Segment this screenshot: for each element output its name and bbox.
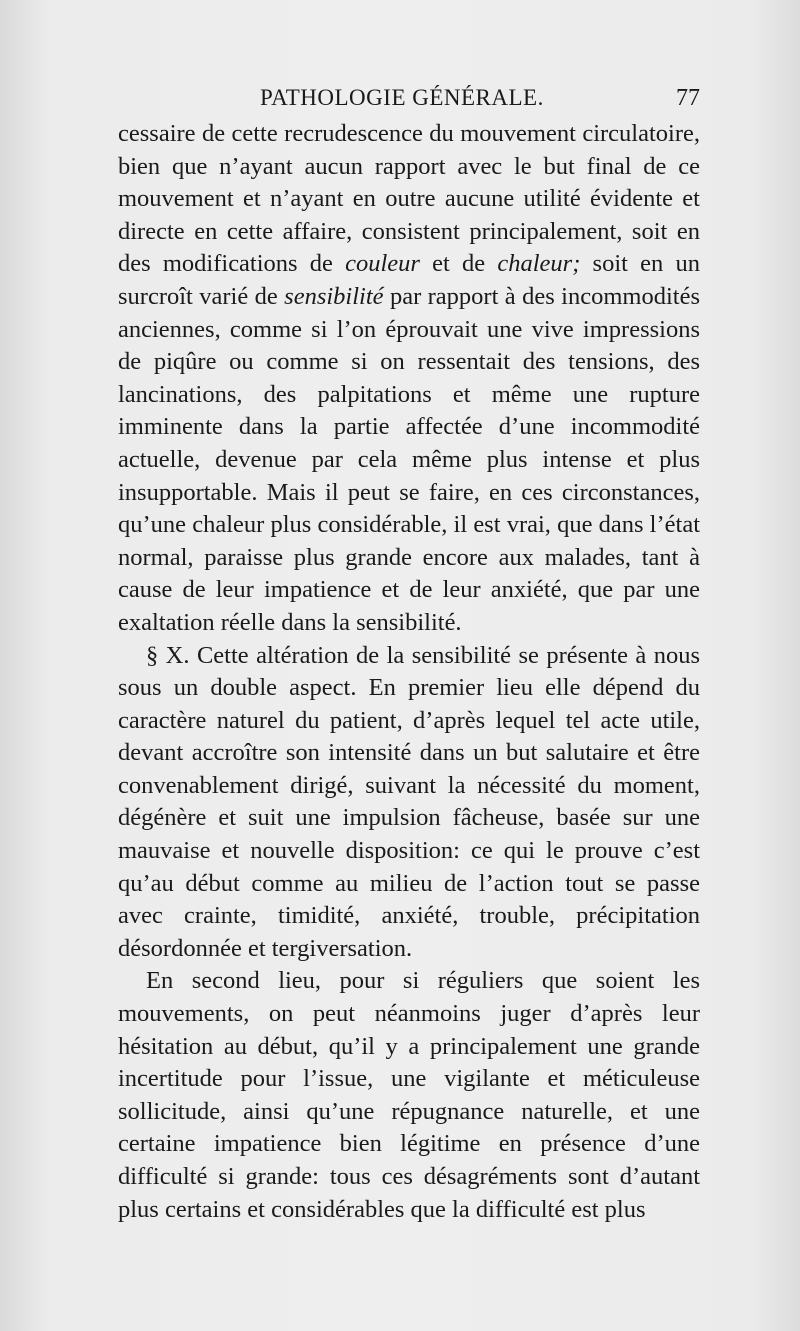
paragraph-1-text-b: et de [419,250,498,278]
paragraph-1-text-d: par rapport à des incommodités anciennes, comme si l’on éprouvait une vive impressions de piqûre ou comme si on ressentait des tensions, des lancinations, des palpitations et même une rupture imminente dans la partie affectée d’une incommodité actuelle, devenue par cela même plus intense et plus insupportable. Mais il peut se faire, en ces circonstances, qu’une chaleur plus considérable, il est vrai, que dans l’état normal, paraisse plus grande encore aux malades, tant à cause de leur impatience et de leur anxiété, que par une exaltation réelle dans la sensibilité. [118,282,700,636]
paragraph-2: § X. Cette altération de la sensibilité se présente à nous sous un double aspect. En premier lieu elle dépend du caractère naturel du patient, d’après lequel tel acte utile, devant accroître son intensité dans un but salutaire et être convenablement dirigé, suivant la nécessité du moment, dégénère et suit une impulsion fâcheuse, basée sur une mauvaise et nouvelle disposition: ce qui le prouve c’est qu’au début comme au milieu de l’action tout se passe avec crainte, timidité, anxiété, trouble, précipitation désordonnée et tergiversation. [118,641,700,962]
italic-chaleur: chaleur; [497,250,581,278]
italic-sensibilite: sensibilité [284,282,384,310]
page-header [118,80,700,116]
paragraph-1-text-c: soit en un surcroît varié de [118,250,700,310]
paragraph-1 [118,118,700,640]
page-number: 77 [676,85,700,111]
italic-couleur: couleur [345,250,420,278]
running-title: PATHOLOGIE GÉNÉRALE. [260,85,544,110]
body-text [118,118,700,1226]
paragraph-1-text-a: cessaire de cette recrudescence du mouvement circulatoire, bien que n’ayant aucun rapport avec le but final de ce mouvement et n’ayant en outre aucune utilité évidente et directe en cette affaire, consistent principalement, soit en des modifications de [118,120,700,278]
paragraph-3: En second lieu, pour si réguliers que soient les mouvements, on peut néanmoins juger d’après leur hésitation au début, qu’il y a principalement une grande incertitude pour l’issue, une vigilante et méticuleuse sollicitude, ainsi qu’une répugnance naturelle, et une certaine impatience bien légitime en présence d’une difficulté si grande: tous ces désagréments sont d’autant plus certains et considérables que la difficulté est plus [118,967,700,1223]
